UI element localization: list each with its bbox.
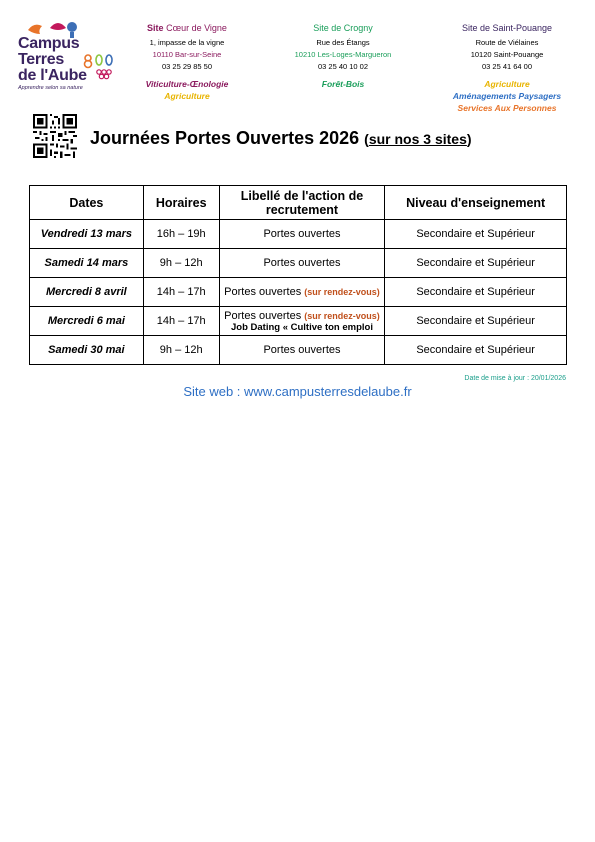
cell-hours: 9h – 12h — [143, 249, 219, 278]
cell-label: Portes ouvertes — [219, 249, 385, 278]
column-header-hours: Horaires — [143, 186, 219, 220]
campus-logo — [14, 18, 118, 96]
site-heading-prefix: Site — [147, 23, 164, 33]
site-filiere: Agriculture — [164, 91, 210, 101]
qr-code-icon[interactable] — [33, 114, 77, 158]
logo-text: Campus — [18, 35, 80, 52]
cell-label: Portes ouvertes — [219, 220, 385, 249]
site-heading: Site de Saint-Pouange — [461, 23, 553, 33]
site-crogny — [288, 22, 398, 90]
cell-level: Secondaire et Supérieur — [385, 249, 567, 278]
column-header-level: Niveau d'enseignement — [385, 186, 567, 220]
site-filiere: Aménagements Paysagers — [452, 91, 562, 101]
site-filiere: Forêt-Bois — [321, 79, 365, 89]
cell-hours: 14h – 17h — [143, 278, 219, 307]
site-city: 10210 Les-Loges-Margueron — [294, 50, 392, 59]
site-address: 1, impasse de la vigne — [149, 38, 225, 47]
cell-hours: 9h – 12h — [143, 336, 219, 365]
cell-date: Mercredi 8 avril — [30, 278, 144, 307]
update-date: Date de mise à jour : 20/01/2026 — [464, 375, 566, 382]
logo-tagline: Apprendre selon sa nature — [18, 85, 83, 91]
site-phone: 03 25 29 85 50 — [161, 62, 213, 71]
site-city: 10110 Bar-sur-Seine — [152, 50, 222, 59]
site-filiere: Viticulture-Œnologie — [145, 79, 229, 89]
site-heading-name: Cœur de Vigne — [166, 23, 227, 33]
page-title — [90, 128, 472, 149]
schedule-table — [29, 185, 567, 365]
table-row — [30, 220, 567, 249]
site-saint-pouange — [443, 22, 571, 114]
title-paren: ) — [466, 131, 472, 147]
table-row — [30, 307, 567, 336]
cell-level: Secondaire et Supérieur — [385, 278, 567, 307]
cell-label: Portes ouvertes — [219, 336, 385, 365]
cell-date: Mercredi 6 mai — [30, 307, 144, 336]
label-text: Portes ouvertes — [224, 309, 302, 322]
table-row — [30, 249, 567, 278]
cell-label — [219, 307, 385, 336]
title-paren: ( — [364, 131, 369, 147]
appointment-note: (sur rendez-vous) — [304, 310, 380, 321]
site-city: 10120 Saint-Pouange — [470, 50, 544, 59]
title-subtitle — [364, 131, 471, 147]
cell-level: Secondaire et Supérieur — [385, 220, 567, 249]
logo-text: de l'Aube — [18, 67, 87, 84]
site-filiere: Agriculture — [484, 79, 530, 89]
cell-date: Samedi 30 mai — [30, 336, 144, 365]
label-text: Portes ouvertes — [224, 286, 302, 298]
label-line — [222, 310, 383, 322]
cell-hours: 16h – 19h — [143, 220, 219, 249]
table-row — [30, 336, 567, 365]
title-sub: sur nos 3 sites — [368, 131, 467, 147]
cell-date: Samedi 14 mars — [30, 249, 144, 278]
site-heading — [128, 22, 246, 34]
site-coeur-de-vigne — [128, 22, 246, 102]
cell-date: Vendredi 13 mars — [30, 220, 144, 249]
site-heading: Site de Crogny — [313, 23, 373, 33]
site-address: Rue des Étangs — [316, 38, 370, 47]
cell-level: Secondaire et Supérieur — [385, 307, 567, 336]
cell-level: Secondaire et Supérieur — [385, 336, 567, 365]
table-header-row — [30, 186, 567, 220]
site-phone: 03 25 40 10 02 — [317, 62, 369, 71]
job-dating-label: Job Dating « Cultive ton emploi — [230, 321, 373, 333]
column-header-label: Libellé de l'action de recrutement — [219, 186, 385, 220]
site-address: Route de Viélaines — [475, 38, 539, 47]
site-filiere: Services Aux Personnes — [457, 103, 557, 113]
site-phone: 03 25 41 64 00 — [481, 62, 533, 71]
logo-text: Terres — [18, 51, 64, 68]
table-row — [30, 278, 567, 307]
appointment-note: (sur rendez-vous) — [304, 287, 380, 297]
cell-label — [219, 278, 385, 307]
cell-hours: 14h – 17h — [143, 307, 219, 336]
website-link[interactable]: Site web : www.campusterresdelaube.fr — [183, 384, 412, 399]
title-main: Journées Portes Ouvertes 2026 — [90, 128, 360, 148]
column-header-dates: Dates — [30, 186, 144, 220]
